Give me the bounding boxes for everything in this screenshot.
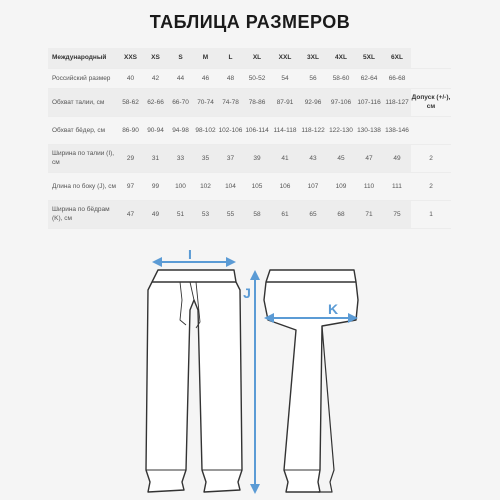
value-cell: 97	[118, 172, 143, 200]
measure-k-label: K	[327, 301, 339, 317]
value-cell: 42	[143, 68, 168, 88]
value-cell: 49	[143, 200, 168, 228]
tolerance-cell: 2	[411, 172, 451, 200]
value-cell: 92-96	[299, 88, 327, 116]
pants-measurement-diagram	[0, 250, 500, 500]
table-row	[48, 144, 451, 172]
value-cell: 62-66	[143, 88, 168, 116]
pants-front-view	[146, 270, 242, 492]
value-cell: 97-106	[327, 88, 355, 116]
value-cell: 37	[218, 144, 243, 172]
value-cell: 98-102	[193, 116, 218, 144]
value-cell: 31	[143, 144, 168, 172]
value-cell: 46	[193, 68, 218, 88]
row-label: Российский размер	[48, 68, 118, 88]
size-header-cell: M	[193, 48, 218, 68]
row-label: Ширина по бёдрам (K), см	[48, 200, 118, 228]
value-cell: 107-116	[355, 88, 383, 116]
value-cell: 62-64	[355, 68, 383, 88]
value-cell: 58-60	[327, 68, 355, 88]
tolerance-header: Допуск (+/-), см	[411, 88, 451, 116]
header-label: Международный	[48, 48, 118, 68]
value-cell: 106	[271, 172, 299, 200]
measure-j-label: J	[243, 285, 251, 301]
size-header-cell: L	[218, 48, 243, 68]
value-cell: 29	[118, 144, 143, 172]
table-row	[48, 68, 451, 88]
size-header-cell: 5XL	[355, 48, 383, 68]
value-cell: 102-106	[218, 116, 243, 144]
value-cell: 47	[355, 144, 383, 172]
value-cell: 43	[299, 144, 327, 172]
value-cell: 109	[327, 172, 355, 200]
value-cell: 68	[327, 200, 355, 228]
value-cell: 118-122	[299, 116, 327, 144]
size-header-cell: 3XL	[299, 48, 327, 68]
value-cell: 100	[168, 172, 193, 200]
tolerance-cell: 2	[411, 144, 451, 172]
value-cell: 107	[299, 172, 327, 200]
value-cell: 54	[271, 68, 299, 88]
size-table	[48, 48, 451, 229]
size-header-cell: 6XL	[383, 48, 411, 68]
size-header-cell: XXL	[271, 48, 299, 68]
value-cell: 104	[218, 172, 243, 200]
value-cell: 75	[383, 200, 411, 228]
table-row	[48, 172, 451, 200]
value-cell: 40	[118, 68, 143, 88]
tolerance-cell	[411, 68, 451, 88]
value-cell: 94-98	[168, 116, 193, 144]
value-cell: 61	[271, 200, 299, 228]
value-cell: 33	[168, 144, 193, 172]
value-cell: 71	[355, 200, 383, 228]
value-cell: 45	[327, 144, 355, 172]
table-row	[48, 116, 451, 144]
value-cell: 51	[168, 200, 193, 228]
value-cell: 66-68	[383, 68, 411, 88]
tolerance-cell: 1	[411, 200, 451, 228]
value-cell: 87-91	[271, 88, 299, 116]
value-cell: 99	[143, 172, 168, 200]
row-label: Обхват талии, см	[48, 88, 118, 116]
value-cell: 78-86	[243, 88, 271, 116]
value-cell: 39	[243, 144, 271, 172]
value-cell: 70-74	[193, 88, 218, 116]
value-cell: 50-52	[243, 68, 271, 88]
value-cell: 49	[383, 144, 411, 172]
value-cell: 105	[243, 172, 271, 200]
value-cell: 90-94	[143, 116, 168, 144]
value-cell: 58	[243, 200, 271, 228]
size-header-cell: S	[168, 48, 193, 68]
table-row	[48, 200, 451, 228]
table-row	[48, 88, 451, 116]
tolerance-spacer	[411, 48, 451, 68]
row-label: Длина по боку (J), см	[48, 172, 118, 200]
size-header-cell: 4XL	[327, 48, 355, 68]
value-cell: 122-130	[327, 116, 355, 144]
value-cell: 114-118	[271, 116, 299, 144]
value-cell: 102	[193, 172, 218, 200]
table-header-row	[48, 48, 451, 68]
size-table-container	[48, 48, 451, 229]
value-cell: 55	[218, 200, 243, 228]
measure-i-label: I	[188, 250, 192, 262]
page-title: ТАБЛИЦА РАЗМЕРОВ	[149, 12, 351, 32]
row-label: Обхват бёдер, см	[48, 116, 118, 144]
value-cell: 130-138	[355, 116, 383, 144]
size-header-cell: XL	[243, 48, 271, 68]
row-label: Ширина по талии (I), см	[48, 144, 118, 172]
value-cell: 53	[193, 200, 218, 228]
value-cell: 138-146	[383, 116, 411, 144]
value-cell: 66-70	[168, 88, 193, 116]
value-cell: 106-114	[243, 116, 271, 144]
value-cell: 58-62	[118, 88, 143, 116]
value-cell: 41	[271, 144, 299, 172]
value-cell: 86-90	[118, 116, 143, 144]
tolerance-cell	[411, 116, 451, 144]
value-cell: 44	[168, 68, 193, 88]
value-cell: 48	[218, 68, 243, 88]
size-header-cell: XS	[143, 48, 168, 68]
pants-side-view	[264, 270, 358, 492]
value-cell: 65	[299, 200, 327, 228]
value-cell: 111	[383, 172, 411, 200]
value-cell: 118-127	[383, 88, 411, 116]
value-cell: 110	[355, 172, 383, 200]
size-header-cell: XXS	[118, 48, 143, 68]
value-cell: 74-78	[218, 88, 243, 116]
value-cell: 35	[193, 144, 218, 172]
value-cell: 56	[299, 68, 327, 88]
value-cell: 47	[118, 200, 143, 228]
